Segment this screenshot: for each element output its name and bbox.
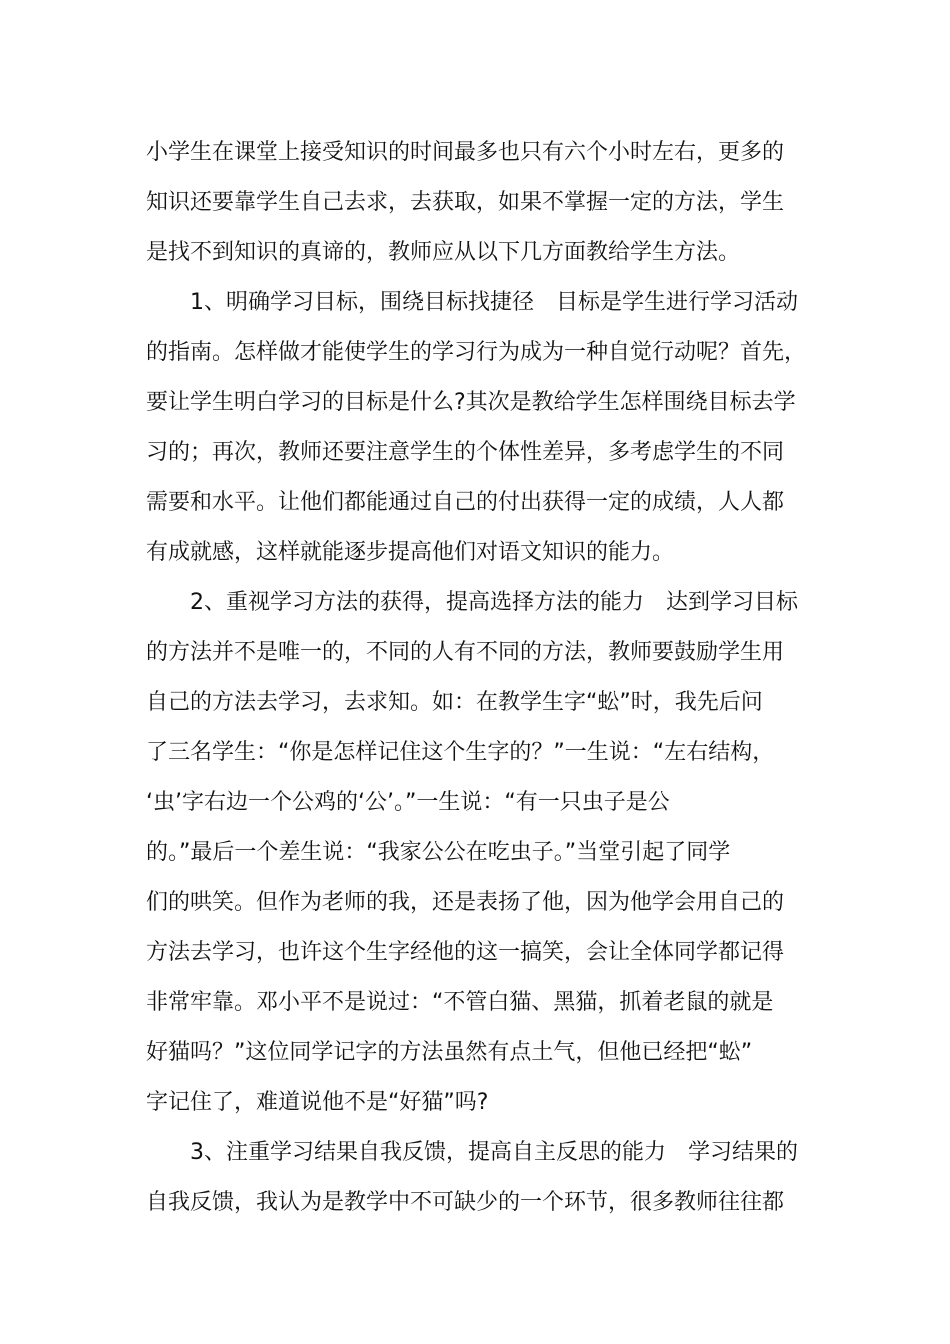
section-heading-line: 2、重视学习方法的获得，提高选择方法的能力 达到学习目标: [190, 590, 798, 615]
text-line: 自我反馈，我认为是教学中不可缺少的一个环节，很多教师往往都: [146, 1190, 785, 1215]
text-line: 的指南。怎样做才能使学生的学习行为成为一种自觉行动呢？首先，: [146, 340, 807, 365]
text-line: 非常牢靠。邓小平不是说过：“不管白猫、黑猫，抓着老鼠的就是: [146, 990, 774, 1015]
text-line: 好猫吗？”这位同学记字的方法虽然有点土气，但他已经把“蚣”: [146, 1040, 753, 1065]
text-line: 知识还要靠学生自己去求，去获取，如果不掌握一定的方法，学生: [146, 190, 785, 215]
text-line: 了三名学生：“你是怎样记住这个生字的？”一生说：“左右结构，: [146, 740, 775, 765]
text-line: 方法去学习，也许这个生字经他的这一搞笑，会让全体同学都记得: [146, 940, 785, 965]
text-line: 有成就感，这样就能逐步提高他们对语文知识的能力。: [146, 540, 675, 565]
section-heading-line: 1、明确学习目标，围绕目标找捷径 目标是学生进行学习活动: [190, 290, 798, 315]
text-line: 自己的方法去学习，去求知。如：在教学生字“蚣”时，我先后问: [146, 690, 763, 715]
text-line: ‘虫’字右边一个公鸡的‘公’。”一生说：“有一只虫子是公: [146, 790, 670, 815]
document-body: [146, 128, 810, 1228]
text-line: 是找不到知识的真谛的，教师应从以下几方面教给学生方法。: [146, 240, 741, 265]
text-line: 需要和水平。让他们都能通过自己的付出获得一定的成绩，人人都: [146, 490, 785, 515]
text-line: 要让学生明白学习的目标是什么?其次是教给学生怎样围绕目标去学: [146, 390, 796, 415]
text-line: 的。”最后一个差生说：“我家公公在吃虫子。”当堂引起了同学: [146, 840, 731, 865]
text-line: 的方法并不是唯一的，不同的人有不同的方法，教师要鼓励学生用: [146, 640, 785, 665]
text-line: 们的哄笑。但作为老师的我，还是表扬了他，因为他学会用自己的: [146, 890, 785, 915]
text-line: 小学生在课堂上接受知识的时间最多也只有六个小时左右，更多的: [146, 140, 785, 165]
text-line: 字记住了，难道说他不是“好猫”吗?: [146, 1090, 489, 1115]
text-line: 习的；再次，教师还要注意学生的个体性差异，多考虑学生的不同: [146, 440, 785, 465]
section-heading-line: 3、注重学习结果自我反馈，提高自主反思的能力 学习结果的: [190, 1140, 798, 1165]
